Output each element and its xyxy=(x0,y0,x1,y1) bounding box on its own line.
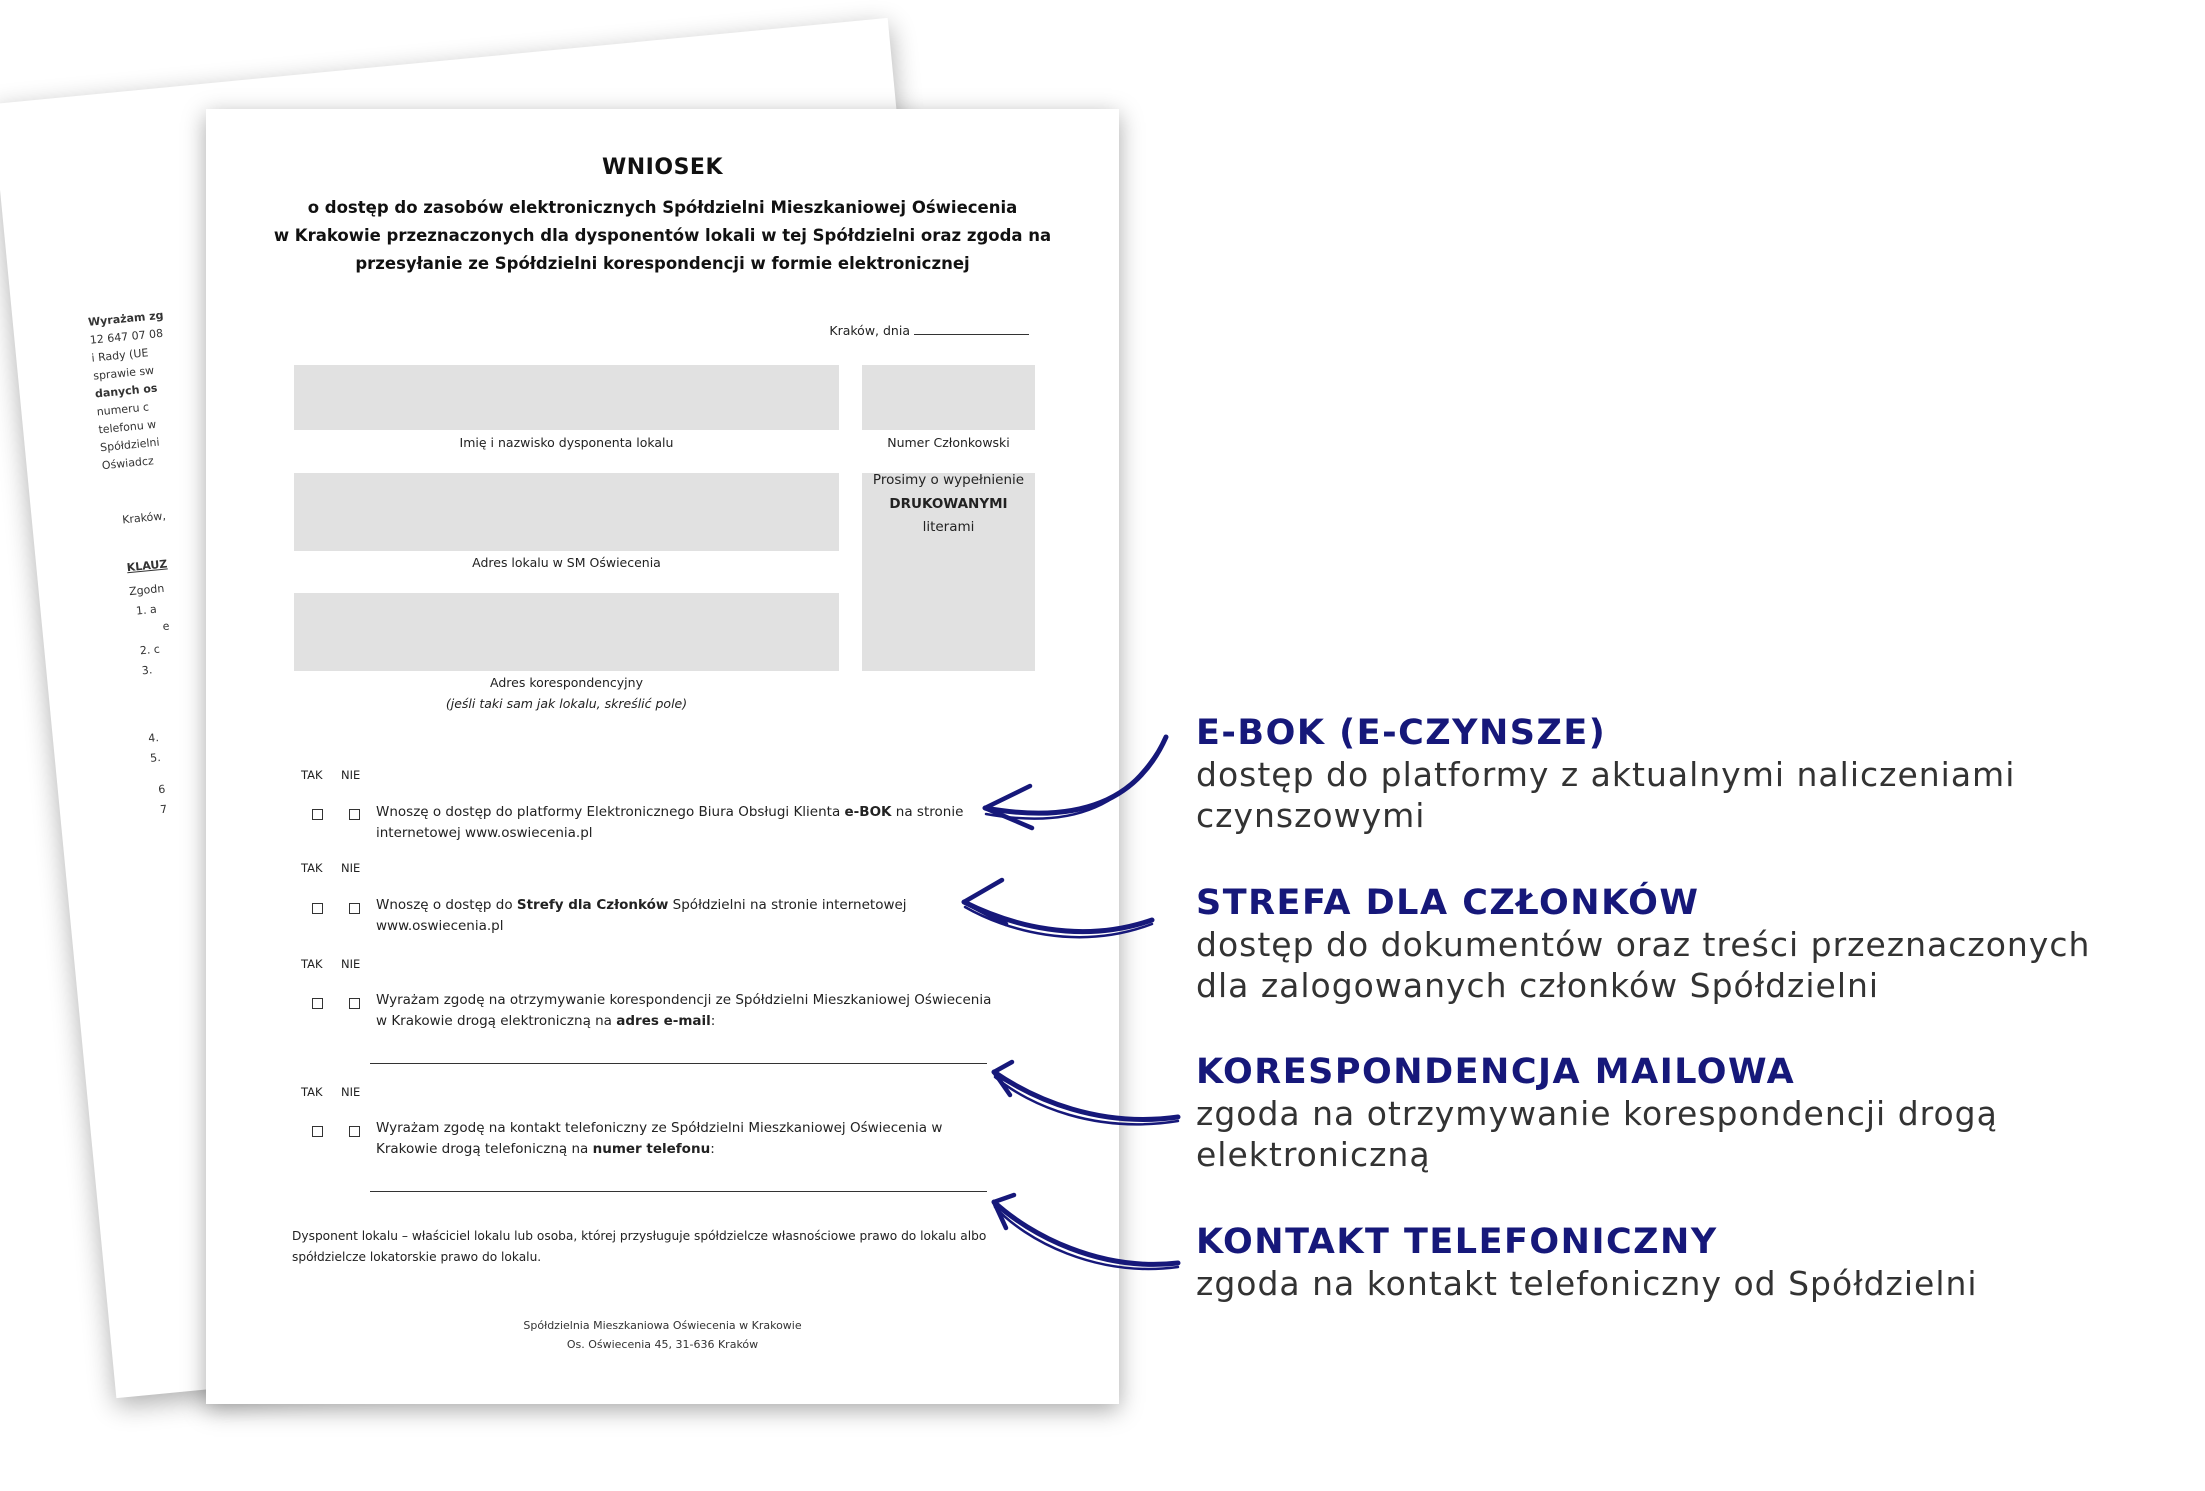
back-text: Oświadcz xyxy=(101,454,155,473)
arrow-members-zone xyxy=(964,880,1152,937)
correspondence-label: Adres korespondencyjny xyxy=(490,675,643,690)
annotation-email xyxy=(1196,1051,2196,1175)
yes-label: TAK xyxy=(301,957,323,971)
back-text: 5. xyxy=(149,750,162,765)
consent-bold: numer telefonu xyxy=(592,1141,711,1157)
consent-text: na stronie internetowej www.oswiecenia.pl xyxy=(376,804,964,841)
arrow-email xyxy=(994,1062,1178,1124)
annotation-title: STREFA DLA CZŁONKÓW xyxy=(1196,883,1700,923)
no-label: NIE xyxy=(341,957,361,971)
notice-line: Prosimy o wypełnienie xyxy=(872,472,1025,488)
consent-bold: e-BOK xyxy=(844,804,892,820)
back-text: sprawie sw xyxy=(92,363,155,383)
form-subtitle-line: w Krakowie przeznaczonych dla dysponentów lokali w tej Spółdzielni oraz zgoda na xyxy=(273,226,1052,245)
annotation-desc: dostęp do dokumentów oraz treści przeznaczonych xyxy=(1196,925,2091,964)
back-text: 1. a xyxy=(135,602,158,618)
member-number-label: Numer Członkowski xyxy=(887,435,1010,450)
back-text: Wyrażam zg xyxy=(87,308,164,329)
back-text: 4. xyxy=(147,731,160,746)
back-text: i Rady (UE xyxy=(90,346,149,365)
annotation-members-zone xyxy=(1196,882,2196,1006)
annotation-desc: zgoda na kontakt telefoniczny od Spółdzielni xyxy=(1196,1264,1978,1303)
arrow-phone xyxy=(994,1195,1178,1269)
form-subtitle-line: przesyłanie ze Spółdzielni korespondencji w formie elektronicznej xyxy=(355,254,970,273)
annotation-desc: dla zalogowanych członków Spółdzielni xyxy=(1196,966,1880,1005)
back-text: 2. c xyxy=(139,642,161,658)
definition-text: Dysponent lokalu – właściciel lokalu lub osoba, której przysługuje spółdzielcze własnościowe prawo do lokalu albo spółdzielcze lokatorskie prawo do lokalu. xyxy=(292,1229,987,1264)
yes-label: TAK xyxy=(301,1085,323,1099)
back-text: danych os xyxy=(94,381,158,401)
correspondence-note: (jeśli taki sam jak lokalu, skreślić pole) xyxy=(445,696,688,711)
notice-line: DRUKOWANYMI xyxy=(889,495,1008,512)
annotation-desc: czynszowymi xyxy=(1196,796,1426,835)
consent-text: : xyxy=(710,1141,715,1157)
address-label: Adres lokalu w SM Oświecenia xyxy=(472,555,661,570)
consent-text: Wnoszę o dostęp do xyxy=(376,897,517,913)
annotation-title: KONTAKT TELEFONICZNY xyxy=(1196,1222,1718,1262)
yes-label: TAK xyxy=(301,768,323,782)
consent-bold: adres e-mail xyxy=(616,1013,711,1029)
yes-label: TAK xyxy=(301,861,323,875)
name-label: Imię i nazwisko dysponenta lokalu xyxy=(459,435,674,450)
no-label: NIE xyxy=(341,861,361,875)
annotation-desc: dostęp do platformy z aktualnymi naliczeniami xyxy=(1196,755,2016,794)
consent-text: Wnoszę o dostęp do platformy Elektronicznego Biura Obsługi Klienta xyxy=(376,804,845,820)
footer-org-name: Spółdzielnia Mieszkaniowa Oświecenia w Krakowie xyxy=(523,1319,802,1332)
annotation-title: E-BOK (E-CZYNSZE) xyxy=(1196,713,1607,753)
consent-text: : xyxy=(710,1013,716,1029)
back-text: KLAUZ xyxy=(126,557,168,575)
annotation-desc: elektroniczną xyxy=(1196,1135,1431,1174)
consent-text: Wyrażam zgodę na kontakt telefoniczny ze Spółdzielni Mieszkaniowej Oświecenia w Krakowie drogą telefoniczną na xyxy=(376,1120,943,1157)
back-text: Spółdzielni xyxy=(99,435,161,455)
back-text: Zgodn xyxy=(128,581,165,599)
back-text: 3. xyxy=(141,663,153,678)
back-text: 6 xyxy=(157,782,166,797)
back-text: telefonu w xyxy=(97,417,157,437)
annotation-phone xyxy=(1196,1221,2196,1304)
back-text: 7 xyxy=(159,802,168,817)
consent-text: Spółdzielni na stronie internetowej www.oswiecenia.pl xyxy=(376,897,907,934)
no-label: NIE xyxy=(341,768,361,782)
footer-org-address: Os. Oświecenia 45, 31-636 Kraków xyxy=(566,1338,759,1351)
back-text: 12 647 07 08 xyxy=(89,326,164,347)
arrow-ebok xyxy=(985,737,1166,828)
date-label: Kraków, dnia xyxy=(829,323,910,338)
annotation-title: KORESPONDENCJA MAILOWA xyxy=(1196,1052,1796,1092)
no-label: NIE xyxy=(341,1085,361,1099)
consent-text: Wyrażam zgodę na otrzymywanie korespondencji ze Spółdzielni Mieszkaniowej Oświecenia w Krakowie drogą elektroniczną na xyxy=(376,992,992,1029)
notice-line: literami xyxy=(922,519,975,535)
form-title: WNIOSEK xyxy=(602,155,723,180)
annotation-desc: zgoda na otrzymywanie korespondencji drogą xyxy=(1196,1094,1998,1133)
back-text: numeru c xyxy=(96,400,150,419)
back-text: Kraków, xyxy=(121,509,167,527)
consent-bold: Strefy dla Członków xyxy=(516,897,669,913)
back-text: e xyxy=(162,619,171,634)
form-subtitle-line: o dostęp do zasobów elektronicznych Spółdzielni Mieszkaniowej Oświecenia xyxy=(307,198,1018,217)
annotation-ebok xyxy=(1196,712,2196,836)
